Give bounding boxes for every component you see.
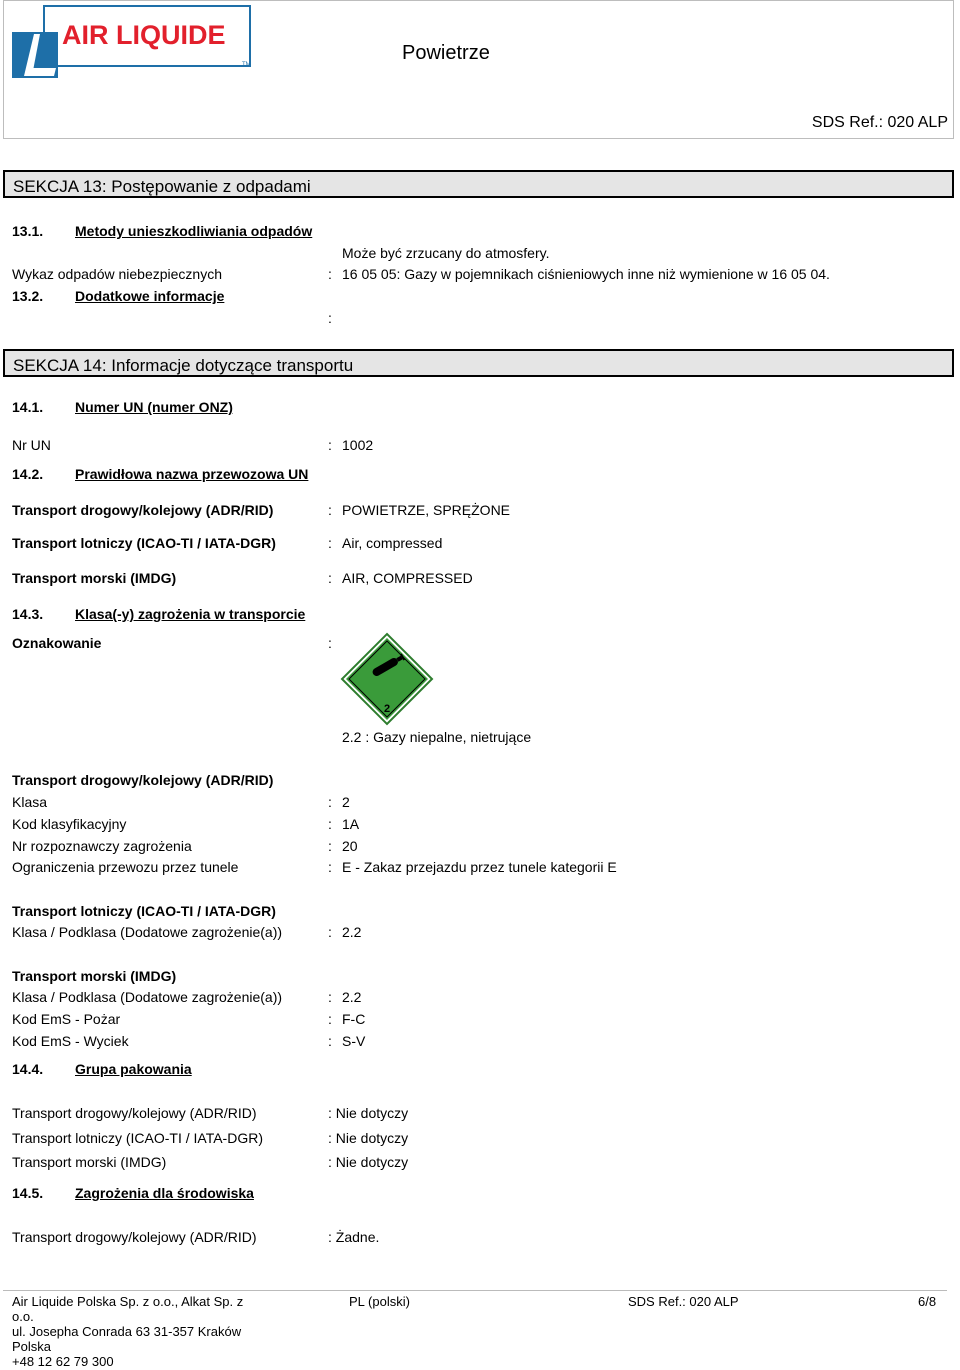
sea-row-value: 2.2 [342, 989, 362, 1005]
sea-row-label: Klasa / Podklasa (Dodatowe zagrożenie(a)) [12, 989, 283, 1005]
colon: : [328, 794, 332, 810]
subsection-13-1 [12, 223, 312, 239]
packing-row-value: : Nie dotyczy [328, 1105, 409, 1121]
air-row-value: 2.2 [342, 924, 362, 940]
colon: : [328, 838, 332, 854]
colon: : [328, 1033, 332, 1049]
shipping-name-value: POWIETRZE, SPRĘŻONE [342, 502, 511, 518]
subsection-title: Numer UN (numer ONZ) [75, 399, 233, 415]
colon: : [328, 535, 332, 551]
subsection-title: Prawidłowa nazwa przewozowa UN [75, 466, 309, 482]
svg-text:AIR LIQUIDE: AIR LIQUIDE [62, 20, 226, 50]
subsection-title: Klasa(-y) zagrożenia w transporcie [75, 606, 306, 622]
footer-address-line2: Polska [12, 1339, 52, 1354]
disposal-method-value: Może być zrzucany do atmosfery. [342, 245, 550, 261]
subsection-number: 14.1. [12, 399, 44, 415]
footer-page-number: 6/8 [918, 1294, 937, 1309]
gas-cylinder-hazard-diamond-icon [340, 632, 434, 726]
waste-list-value: 16 05 05: Gazy w pojemnikach ciśnieniowych inne niż wymienione w 16 05 04. [342, 266, 830, 282]
adr-row-label: Ograniczenia przewozu przez tunele [12, 859, 239, 875]
air-liquide-logo-icon [12, 4, 252, 80]
svg-text:TM: TM [242, 62, 251, 68]
subsection-14-2 [12, 466, 308, 482]
subsection-number: 13.1. [12, 223, 44, 239]
colon: : [328, 859, 332, 875]
section-14-title: SEKCJA 14: Informacje dotyczące transportu [3, 349, 954, 377]
footer-sds-ref: SDS Ref.: 020 ALP [628, 1294, 739, 1309]
subsection-title: Grupa pakowania [75, 1061, 192, 1077]
adr-row-label: Nr rozpoznawczy zagrożenia [12, 838, 192, 854]
adr-row-value: E - Zakaz przejazdu przez tunele kategorii E [342, 859, 617, 875]
company-logo [12, 4, 252, 80]
section-13-title: SEKCJA 13: Postępowanie z odpadami [3, 170, 954, 198]
hazard-label-caption: 2.2 : Gazy niepalne, nietrujące [342, 729, 532, 745]
subsection-title: Metody unieszkodliwiania odpadów [75, 223, 313, 239]
sea-heading: Transport morski (IMDG) [12, 968, 177, 984]
shipping-name-value: Air, compressed [342, 535, 443, 551]
colon: : [328, 924, 332, 940]
shipping-name-value: AIR, COMPRESSED [342, 570, 473, 586]
adr-row-label: Klasa [12, 794, 48, 810]
subsection-14-5 [12, 1185, 254, 1201]
subsection-number: 14.5. [12, 1185, 44, 1201]
subsection-14-4 [12, 1061, 192, 1077]
footer-company-line2: o.o. [12, 1309, 34, 1324]
footer-phone: +48 12 62 79 300 [12, 1354, 114, 1369]
colon: : [328, 502, 332, 518]
subsection-title: Zagrożenia dla środowiska [75, 1185, 254, 1201]
adr-row-value: 20 [342, 838, 358, 854]
colon: : [328, 816, 332, 832]
subsection-number: 14.3. [12, 606, 44, 622]
sea-row-label: Kod EmS - Pożar [12, 1011, 121, 1027]
packing-row-label: Transport drogowy/kolejowy (ADR/RID) [12, 1105, 257, 1121]
colon: : [328, 989, 332, 1005]
air-heading: Transport lotniczy (ICAO-TI / IATA-DGR) [12, 903, 276, 919]
adr-row-label: Kod klasyfikacyjny [12, 816, 127, 832]
footer-company-line1: Air Liquide Polska Sp. z o.o., Alkat Sp. z [12, 1294, 244, 1309]
un-number-value: 1002 [342, 437, 374, 453]
subsection-13-2 [12, 288, 224, 304]
sea-row-value: F-C [342, 1011, 366, 1027]
packing-row-value: : Nie dotyczy [328, 1154, 409, 1170]
document-title: Powietrze [402, 42, 490, 64]
sea-row-value: S-V [342, 1033, 366, 1049]
un-number-label: Nr UN [12, 437, 51, 453]
shipping-name-label: Transport drogowy/kolejowy (ADR/RID) [12, 502, 274, 518]
colon: : [328, 635, 332, 651]
colon: : [328, 1011, 332, 1027]
subsection-number: 14.4. [12, 1061, 44, 1077]
subsection-title: Dodatkowe informacje [75, 288, 225, 304]
footer-address-line1: ul. Josepha Conrada 63 31-357 Kraków [12, 1324, 242, 1339]
air-row-label: Klasa / Podklasa (Dodatowe zagrożenie(a)) [12, 924, 283, 940]
subsection-14-1 [12, 399, 233, 415]
waste-list-label: Wykaz odpadów niebezpiecznych [12, 266, 222, 282]
packing-row-label: Transport morski (IMDG) [12, 1154, 167, 1170]
subsection-14-3 [12, 606, 305, 622]
colon: : [328, 437, 332, 453]
adr-row-value: 2 [342, 794, 350, 810]
environment-row-label: Transport drogowy/kolejowy (ADR/RID) [12, 1229, 257, 1245]
sea-row-label: Kod EmS - Wyciek [12, 1033, 129, 1049]
labelling-label: Oznakowanie [12, 635, 102, 651]
environment-row-value: : Żadne. [328, 1229, 380, 1245]
colon: : [328, 310, 332, 326]
colon: : [328, 266, 332, 282]
sds-reference: SDS Ref.: 020 ALP [811, 114, 948, 131]
footer-language: PL (polski) [349, 1294, 410, 1309]
hazard-class-number: 2 [383, 703, 391, 715]
subsection-number: 14.2. [12, 466, 44, 482]
footer-divider [3, 1290, 947, 1291]
colon: : [328, 570, 332, 586]
packing-row-label: Transport lotniczy (ICAO-TI / IATA-DGR) [12, 1130, 263, 1146]
adr-heading: Transport drogowy/kolejowy (ADR/RID) [12, 772, 274, 788]
shipping-name-label: Transport morski (IMDG) [12, 570, 177, 586]
shipping-name-label: Transport lotniczy (ICAO-TI / IATA-DGR) [12, 535, 276, 551]
packing-row-value: : Nie dotyczy [328, 1130, 409, 1146]
subsection-number: 13.2. [12, 288, 44, 304]
adr-row-value: 1A [342, 816, 360, 832]
